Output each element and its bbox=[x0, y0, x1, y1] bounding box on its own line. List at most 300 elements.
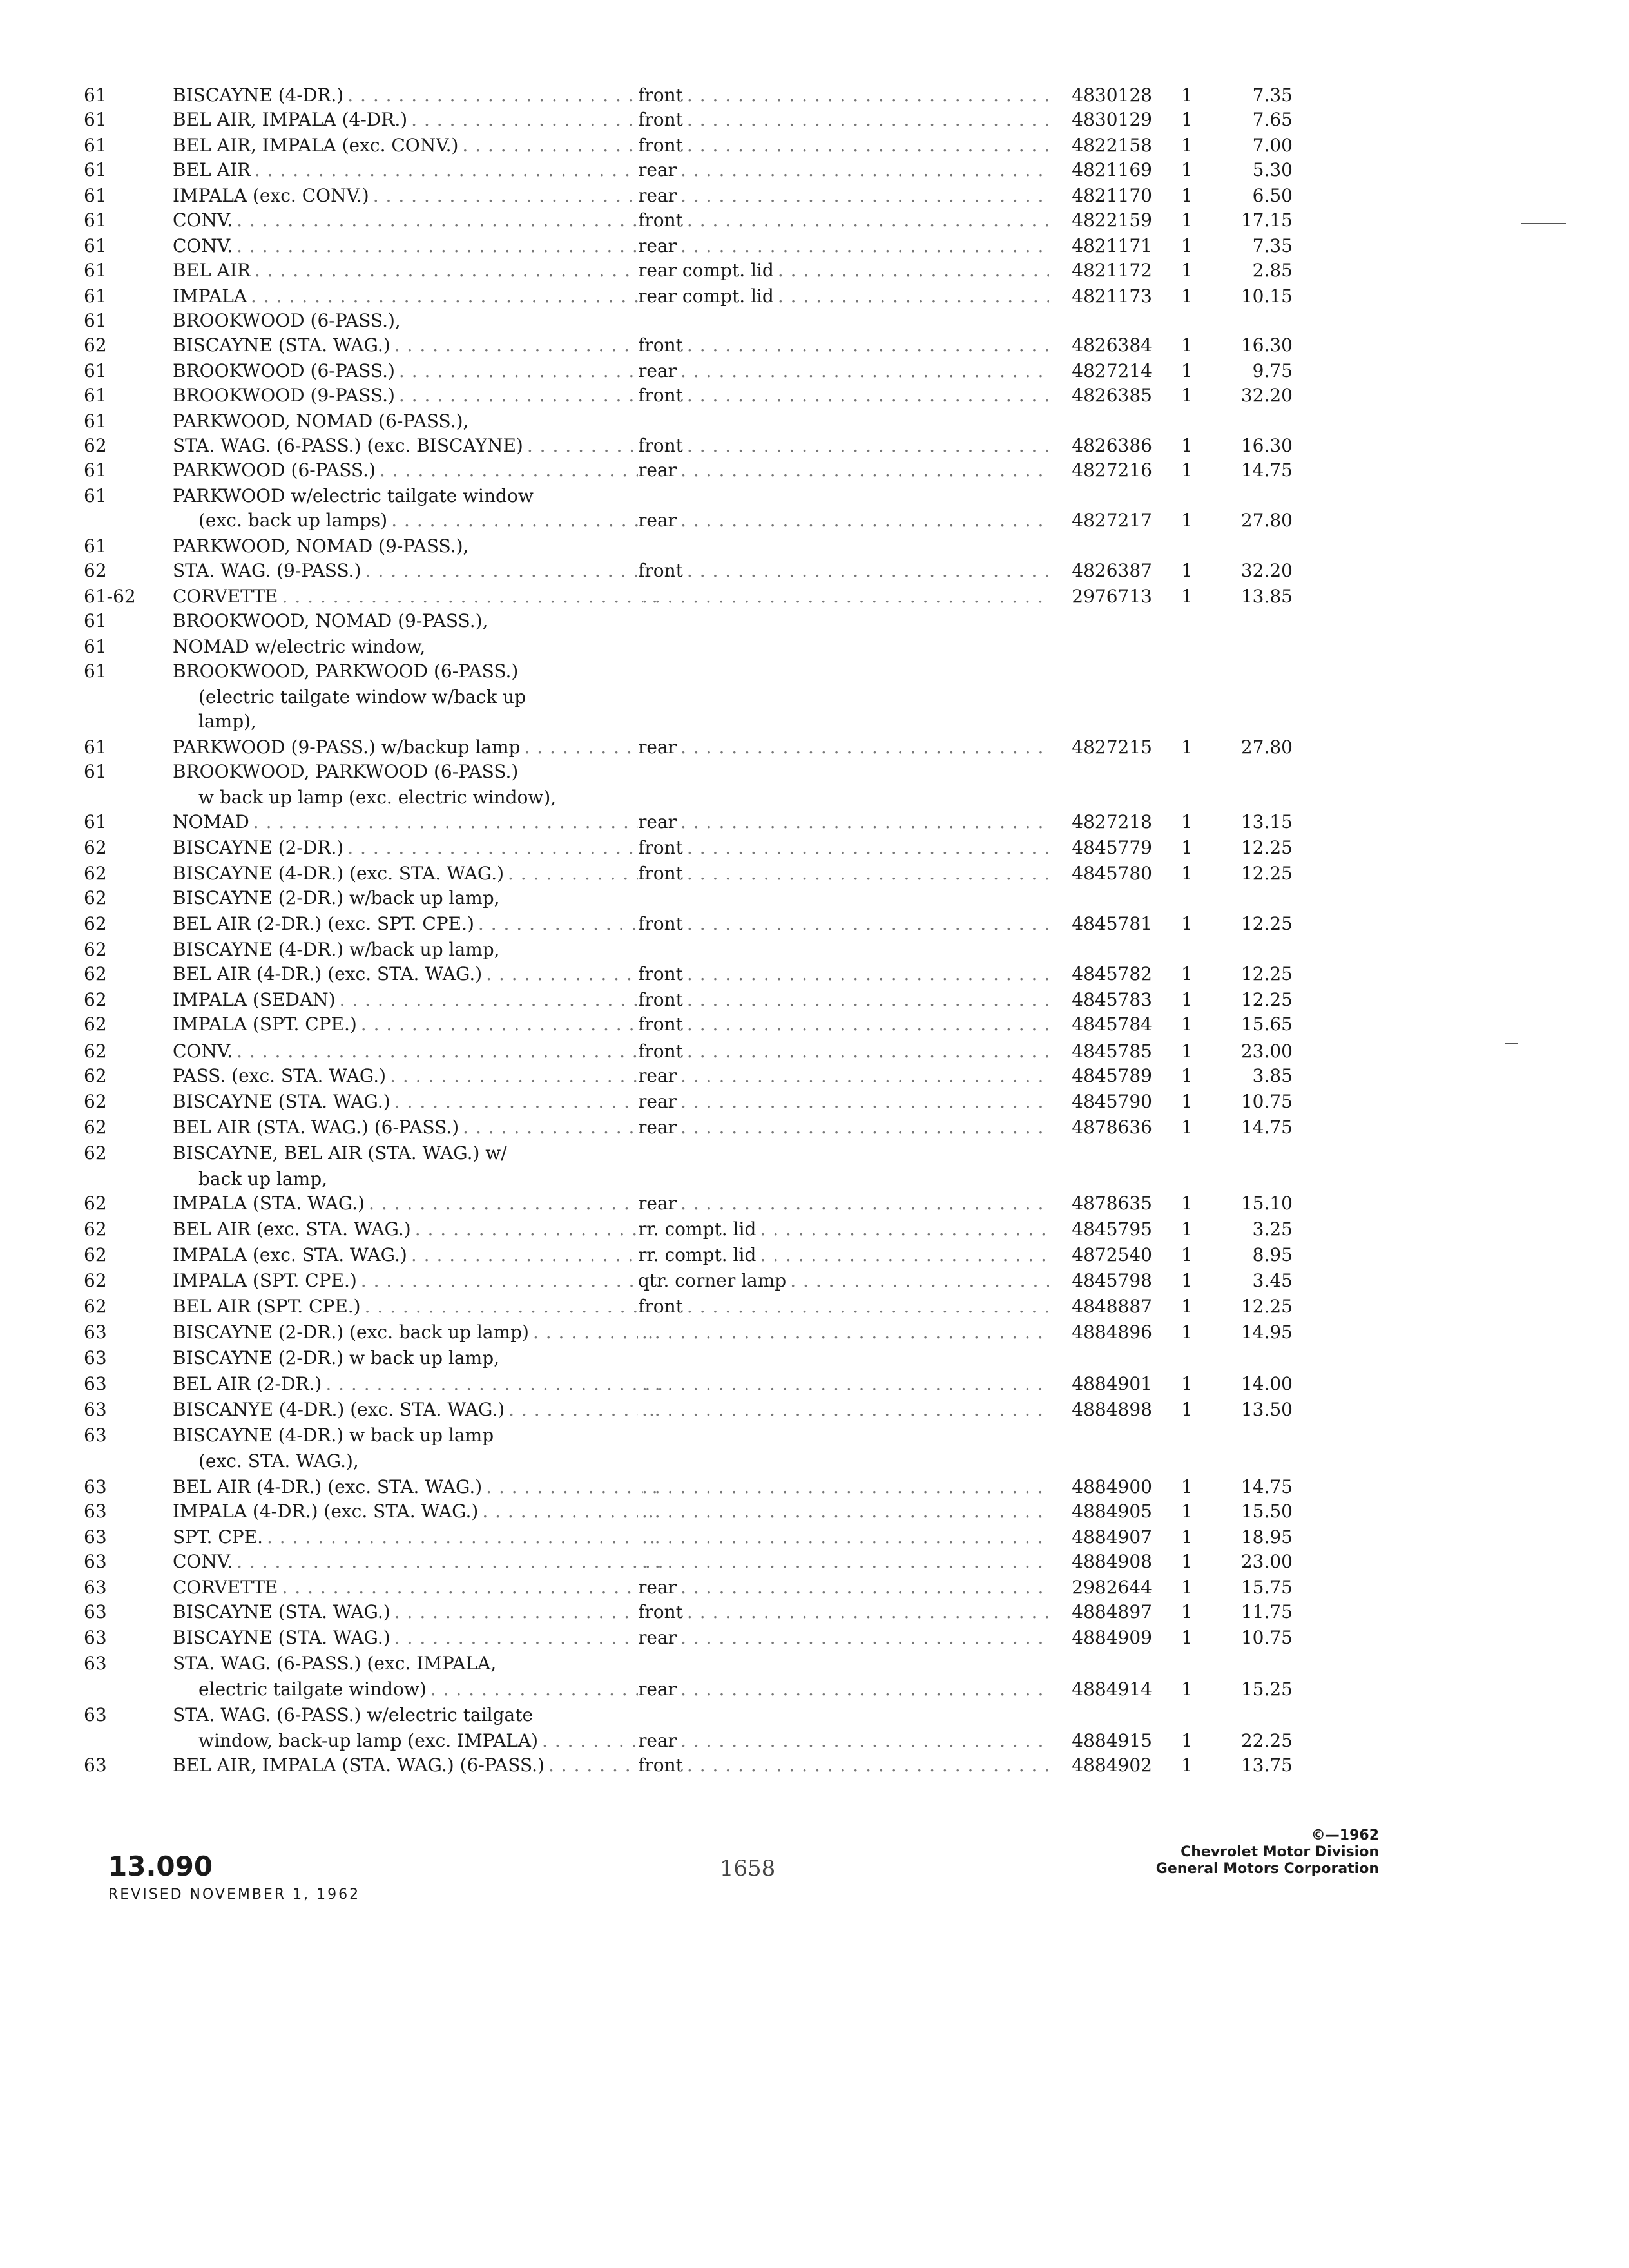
scan-mark-2 bbox=[1505, 1043, 1518, 1044]
position-text: rear bbox=[638, 1117, 680, 1138]
position-text bbox=[638, 660, 642, 682]
quantity: 1 bbox=[1181, 1501, 1193, 1522]
model-description bbox=[173, 1423, 662, 1448]
model-description bbox=[173, 1242, 662, 1268]
model-year: 61 bbox=[84, 761, 107, 782]
lamp-position bbox=[638, 759, 1128, 785]
position-text: front bbox=[638, 135, 687, 156]
catalog-row bbox=[84, 1294, 1308, 1320]
position-text bbox=[638, 1373, 642, 1394]
model-description bbox=[173, 308, 662, 334]
catalog-row bbox=[84, 709, 1308, 735]
model-text: BROOKWOOD, NOMAD (9-PASS.), bbox=[173, 610, 492, 631]
position-text bbox=[638, 1168, 642, 1189]
list-price: 18.95 bbox=[1240, 1526, 1293, 1548]
catalog-row bbox=[84, 1625, 1308, 1651]
model-year: 61 bbox=[84, 811, 107, 832]
catalog-row bbox=[84, 284, 1308, 309]
model-description bbox=[173, 284, 662, 309]
model-text: BISCAYNE (2-DR.) w/back up lamp, bbox=[173, 887, 504, 908]
part-number: 4845798 bbox=[1049, 1268, 1152, 1294]
model-description bbox=[173, 508, 662, 533]
position-text: rr. compt. lid bbox=[638, 1244, 760, 1265]
model-description bbox=[173, 107, 662, 133]
model-description bbox=[173, 1371, 662, 1397]
part-number: 4845780 bbox=[1049, 861, 1152, 887]
list-price: 14.75 bbox=[1240, 1476, 1293, 1497]
model-description bbox=[173, 157, 662, 183]
list-price: 9.75 bbox=[1252, 360, 1293, 381]
lamp-position bbox=[638, 408, 1128, 434]
model-description bbox=[173, 1677, 662, 1702]
catalog-row bbox=[84, 735, 1308, 760]
model-year: 61 bbox=[84, 209, 107, 231]
model-description bbox=[173, 709, 662, 735]
model-year: 63 bbox=[84, 1551, 107, 1572]
model-year: 63 bbox=[84, 1754, 107, 1776]
model-description bbox=[173, 885, 662, 911]
part-number: 4845790 bbox=[1049, 1089, 1152, 1115]
quantity: 1 bbox=[1181, 84, 1193, 106]
model-text: BROOKWOOD, PARKWOOD (6-PASS.) bbox=[173, 761, 522, 782]
part-number: 4872540 bbox=[1049, 1242, 1152, 1268]
model-year: 62 bbox=[84, 1244, 107, 1265]
list-price: 23.00 bbox=[1240, 1551, 1293, 1572]
position-text: qtr. corner lamp bbox=[638, 1270, 790, 1291]
lamp-position bbox=[638, 1140, 1128, 1166]
model-text: BROOKWOOD (9-PASS.) bbox=[173, 385, 399, 406]
quantity: 1 bbox=[1181, 560, 1193, 581]
model-description bbox=[173, 82, 662, 108]
lamp-position bbox=[638, 937, 1128, 963]
model-year: 62 bbox=[84, 989, 107, 1010]
quantity: 1 bbox=[1181, 863, 1193, 884]
model-text: BEL AIR, IMPALA (4-DR.) bbox=[173, 109, 411, 130]
model-year: 63 bbox=[84, 1627, 107, 1648]
catalog-row bbox=[84, 157, 1308, 183]
model-text: NOMAD w/electric window, bbox=[173, 636, 429, 657]
list-price: 14.75 bbox=[1240, 459, 1293, 481]
catalog-row bbox=[84, 809, 1308, 835]
catalog-row bbox=[84, 383, 1308, 408]
model-text: PARKWOOD, NOMAD (9-PASS.), bbox=[173, 535, 472, 557]
model-text: CORVETTE bbox=[173, 586, 282, 607]
position-text: rr. compt. lid bbox=[638, 1218, 760, 1240]
lamp-position bbox=[638, 684, 1128, 710]
model-year: 61 bbox=[84, 185, 107, 206]
lamp-position bbox=[638, 483, 1128, 509]
model-year: 62 bbox=[84, 863, 107, 884]
position-text: front bbox=[638, 435, 687, 456]
catalog-row bbox=[84, 1677, 1308, 1702]
model-description bbox=[173, 809, 662, 835]
quantity: 1 bbox=[1181, 1627, 1193, 1648]
position-text bbox=[638, 1526, 642, 1548]
model-year: 61 bbox=[84, 310, 107, 331]
quantity: 1 bbox=[1181, 360, 1193, 381]
position-text: rear bbox=[638, 811, 680, 832]
model-text: BEL AIR, IMPALA (exc. CONV.) bbox=[173, 135, 462, 156]
list-price: 7.00 bbox=[1252, 135, 1293, 156]
catalog-row bbox=[84, 759, 1308, 785]
part-number: 4884901 bbox=[1049, 1371, 1152, 1397]
model-year: 62 bbox=[84, 560, 107, 581]
position-text: rear bbox=[638, 235, 680, 256]
model-text: BISCAYNE (2-DR.) (exc. back up lamp) bbox=[173, 1321, 533, 1343]
lamp-position bbox=[638, 885, 1128, 911]
model-description bbox=[173, 785, 662, 811]
catalog-row bbox=[84, 961, 1308, 987]
quantity: 1 bbox=[1181, 1754, 1193, 1776]
model-text: BISCAYNE, BEL AIR (STA. WAG.) w/ bbox=[173, 1142, 511, 1164]
part-number: 4830128 bbox=[1049, 82, 1152, 108]
part-number: 4827217 bbox=[1049, 508, 1152, 533]
list-price: 10.75 bbox=[1240, 1627, 1293, 1648]
lamp-position bbox=[638, 1345, 1128, 1371]
model-text: SPT. CPE. bbox=[173, 1526, 267, 1548]
list-price: 15.25 bbox=[1240, 1678, 1293, 1700]
model-year: 62 bbox=[84, 837, 107, 858]
position-text bbox=[638, 1476, 642, 1497]
list-price: 23.00 bbox=[1240, 1041, 1293, 1062]
catalog-row bbox=[84, 1474, 1308, 1500]
list-price: 16.30 bbox=[1240, 435, 1293, 456]
model-year: 62 bbox=[84, 887, 107, 908]
list-price: 12.25 bbox=[1240, 863, 1293, 884]
model-text: BISCAYNE (STA. WAG.) bbox=[173, 334, 394, 356]
position-text: front bbox=[638, 837, 687, 858]
model-description bbox=[173, 408, 662, 434]
catalog-row bbox=[84, 433, 1308, 459]
model-year: 62 bbox=[84, 1218, 107, 1240]
model-description bbox=[173, 987, 662, 1013]
model-text: BEL AIR (exc. STA. WAG.) bbox=[173, 1218, 415, 1240]
position-text: rear bbox=[638, 1193, 680, 1214]
list-price: 15.10 bbox=[1240, 1193, 1293, 1214]
catalog-row bbox=[84, 1140, 1308, 1166]
model-description bbox=[173, 1397, 662, 1423]
catalog-row bbox=[84, 1651, 1308, 1677]
position-text: rear bbox=[638, 159, 680, 180]
position-text: rear bbox=[638, 185, 680, 206]
lamp-position bbox=[638, 533, 1128, 559]
scan-mark-1 bbox=[1521, 223, 1566, 224]
quantity: 1 bbox=[1181, 1577, 1193, 1598]
model-description bbox=[173, 1089, 662, 1115]
model-text: IMPALA (4-DR.) (exc. STA. WAG.) bbox=[173, 1501, 482, 1522]
catalog-row bbox=[84, 1549, 1308, 1575]
model-text: IMPALA (SPT. CPE.) bbox=[173, 1014, 361, 1035]
quantity: 1 bbox=[1181, 459, 1193, 481]
position-text bbox=[638, 1425, 642, 1446]
list-price: 13.75 bbox=[1240, 1754, 1293, 1776]
page-number: 1658 bbox=[719, 1856, 776, 1881]
model-text: BISCAYNE (STA. WAG.) bbox=[173, 1627, 394, 1648]
model-description bbox=[173, 332, 662, 358]
position-text bbox=[638, 711, 642, 732]
model-description bbox=[173, 1166, 662, 1192]
model-text: BEL AIR bbox=[173, 260, 255, 281]
quantity: 1 bbox=[1181, 1399, 1193, 1420]
quantity: 1 bbox=[1181, 1476, 1193, 1497]
list-price: 7.35 bbox=[1252, 84, 1293, 106]
model-year: 63 bbox=[84, 1501, 107, 1522]
corporation-name: General Motors Corporation bbox=[1155, 1861, 1379, 1877]
model-description bbox=[173, 1191, 662, 1216]
catalog-row bbox=[84, 533, 1308, 559]
list-price: 3.45 bbox=[1252, 1270, 1293, 1291]
model-year: 62 bbox=[84, 1091, 107, 1112]
model-description bbox=[173, 1728, 662, 1754]
model-description bbox=[173, 1012, 662, 1037]
model-text: STA. WAG. (6-PASS.) w/electric tailgate bbox=[173, 1704, 537, 1725]
lamp-position bbox=[638, 608, 1128, 634]
list-price: 5.30 bbox=[1252, 159, 1293, 180]
part-number: 4884898 bbox=[1049, 1397, 1152, 1423]
position-text bbox=[638, 1347, 642, 1369]
model-year: 61 bbox=[84, 485, 107, 506]
catalog-row bbox=[84, 584, 1308, 610]
quantity: 1 bbox=[1181, 837, 1193, 858]
catalog-row bbox=[84, 1702, 1308, 1728]
position-text bbox=[638, 1704, 642, 1725]
catalog-row bbox=[84, 332, 1308, 358]
model-text: NOMAD bbox=[173, 811, 253, 832]
catalog-row bbox=[84, 684, 1308, 710]
catalog-row bbox=[84, 1039, 1308, 1064]
quantity: 1 bbox=[1181, 586, 1193, 607]
model-description bbox=[173, 1575, 662, 1600]
part-number: 4878636 bbox=[1049, 1115, 1152, 1140]
model-year: 62 bbox=[84, 913, 107, 934]
model-text: BROOKWOOD, PARKWOOD (6-PASS.) bbox=[173, 660, 522, 682]
position-text bbox=[638, 1450, 642, 1472]
list-price: 12.25 bbox=[1240, 989, 1293, 1010]
catalog-row bbox=[84, 483, 1308, 509]
quantity: 1 bbox=[1181, 185, 1193, 206]
lamp-position bbox=[638, 785, 1128, 811]
position-text bbox=[638, 939, 642, 960]
catalog-row bbox=[84, 1499, 1308, 1524]
quantity: 1 bbox=[1181, 1091, 1193, 1112]
quantity: 1 bbox=[1181, 913, 1193, 934]
list-price: 6.50 bbox=[1252, 185, 1293, 206]
position-text bbox=[638, 636, 642, 657]
part-number: 4884900 bbox=[1049, 1474, 1152, 1500]
position-text: front bbox=[638, 1754, 687, 1776]
model-year: 61-62 bbox=[84, 586, 136, 607]
model-year: 63 bbox=[84, 1399, 107, 1420]
part-number: 4848887 bbox=[1049, 1294, 1152, 1320]
part-number: 4884907 bbox=[1049, 1524, 1152, 1550]
model-year: 62 bbox=[84, 435, 107, 456]
model-text: BROOKWOOD (6-PASS.), bbox=[173, 310, 405, 331]
quantity: 1 bbox=[1181, 510, 1193, 531]
quantity: 1 bbox=[1181, 435, 1193, 456]
model-text: w back up lamp (exc. electric window), bbox=[198, 787, 560, 808]
model-text: BISCAYNE (4-DR.) w back up lamp bbox=[173, 1425, 497, 1446]
quantity: 1 bbox=[1181, 1296, 1193, 1317]
model-description bbox=[173, 558, 662, 584]
model-description bbox=[173, 961, 662, 987]
model-text: electric tailgate window) bbox=[198, 1678, 430, 1700]
model-text: lamp), bbox=[198, 711, 260, 732]
catalog-row bbox=[84, 911, 1308, 937]
quantity: 1 bbox=[1181, 285, 1193, 307]
list-price: 14.75 bbox=[1240, 1117, 1293, 1138]
list-price: 15.50 bbox=[1240, 1501, 1293, 1522]
catalog-row bbox=[84, 183, 1308, 209]
model-text: BISCAYNE (STA. WAG.) bbox=[173, 1091, 394, 1112]
position-text bbox=[638, 1551, 642, 1572]
part-number: 4821170 bbox=[1049, 183, 1152, 209]
position-text: front bbox=[638, 1014, 687, 1035]
model-description bbox=[173, 133, 662, 159]
model-year: 62 bbox=[84, 1041, 107, 1062]
lamp-position bbox=[638, 709, 1128, 735]
catalog-row bbox=[84, 1575, 1308, 1600]
list-price: 15.75 bbox=[1240, 1577, 1293, 1598]
catalog-row bbox=[84, 1423, 1308, 1448]
quantity: 1 bbox=[1181, 1244, 1193, 1265]
quantity: 1 bbox=[1181, 1730, 1193, 1751]
part-number: 4845789 bbox=[1049, 1063, 1152, 1089]
quantity: 1 bbox=[1181, 1014, 1193, 1035]
list-price: 32.20 bbox=[1240, 560, 1293, 581]
model-year: 61 bbox=[84, 84, 107, 106]
revision-date: REVISED NOVEMBER 1, 1962 bbox=[108, 1887, 361, 1903]
model-description bbox=[173, 383, 662, 408]
model-text: IMPALA (STA. WAG.) bbox=[173, 1193, 369, 1214]
model-text: STA. WAG. (6-PASS.) (exc. IMPALA, bbox=[173, 1653, 500, 1674]
part-number: 4884897 bbox=[1049, 1599, 1152, 1625]
catalog-row bbox=[84, 785, 1308, 811]
quantity: 1 bbox=[1181, 1041, 1193, 1062]
quantity: 1 bbox=[1181, 736, 1193, 758]
catalog-row bbox=[84, 233, 1308, 259]
catalog-row bbox=[84, 1320, 1308, 1345]
model-description bbox=[173, 634, 662, 660]
catalog-row bbox=[84, 861, 1308, 887]
model-year: 62 bbox=[84, 963, 107, 985]
model-year: 63 bbox=[84, 1577, 107, 1598]
model-text: back up lamp, bbox=[198, 1168, 331, 1189]
position-text: rear bbox=[638, 1091, 680, 1112]
model-text: BEL AIR (2-DR.) (exc. SPT. CPE.) bbox=[173, 913, 478, 934]
model-description bbox=[173, 183, 662, 209]
position-text: front bbox=[638, 989, 687, 1010]
model-text: BISCAYNE (4-DR.) w/back up lamp, bbox=[173, 939, 504, 960]
model-text: IMPALA bbox=[173, 285, 251, 307]
model-text: (exc. STA. WAG.), bbox=[198, 1450, 363, 1472]
catalog-row bbox=[84, 358, 1308, 384]
catalog-row bbox=[84, 885, 1308, 911]
catalog-row bbox=[84, 207, 1308, 233]
model-year: 63 bbox=[84, 1653, 107, 1674]
position-text: rear bbox=[638, 1627, 680, 1648]
model-year: 61 bbox=[84, 610, 107, 631]
catalog-row bbox=[84, 987, 1308, 1013]
part-number: 4827216 bbox=[1049, 457, 1152, 483]
model-description bbox=[173, 1063, 662, 1089]
model-year: 62 bbox=[84, 1270, 107, 1291]
model-text: BEL AIR (4-DR.) (exc. STA. WAG.) bbox=[173, 963, 486, 985]
position-text bbox=[638, 610, 642, 631]
part-number: 4845779 bbox=[1049, 835, 1152, 861]
model-year: 62 bbox=[84, 939, 107, 960]
part-number: 2982644 bbox=[1049, 1575, 1152, 1600]
position-text bbox=[638, 787, 642, 808]
model-year: 63 bbox=[84, 1476, 107, 1497]
quantity: 1 bbox=[1181, 1065, 1193, 1086]
catalog-row bbox=[84, 1345, 1308, 1371]
model-description bbox=[173, 1651, 662, 1677]
model-text: BISCAYNE (STA. WAG.) bbox=[173, 1601, 394, 1622]
part-number: 4884914 bbox=[1049, 1677, 1152, 1702]
part-number: 4884905 bbox=[1049, 1499, 1152, 1524]
part-number: 4826386 bbox=[1049, 433, 1152, 459]
position-text bbox=[638, 1399, 642, 1420]
part-number: 4878635 bbox=[1049, 1191, 1152, 1216]
model-description bbox=[173, 457, 662, 483]
model-description bbox=[173, 233, 662, 259]
quantity: 1 bbox=[1181, 334, 1193, 356]
list-price: 3.25 bbox=[1252, 1218, 1293, 1240]
part-number: 4821173 bbox=[1049, 284, 1152, 309]
model-text: CONV. bbox=[173, 235, 236, 256]
model-description bbox=[173, 608, 662, 634]
part-number: 4826385 bbox=[1049, 383, 1152, 408]
catalog-row bbox=[84, 308, 1308, 334]
model-text: BROOKWOOD (6-PASS.) bbox=[173, 360, 399, 381]
lamp-position bbox=[638, 1702, 1128, 1728]
list-price: 13.50 bbox=[1240, 1399, 1293, 1420]
model-text: PARKWOOD, NOMAD (6-PASS.), bbox=[173, 410, 472, 432]
part-number: 4845784 bbox=[1049, 1012, 1152, 1037]
position-text bbox=[638, 535, 642, 557]
model-text: window, back-up lamp (exc. IMPALA) bbox=[198, 1730, 542, 1751]
model-text: BEL AIR (STA. WAG.) (6-PASS.) bbox=[173, 1117, 463, 1138]
position-text bbox=[638, 310, 642, 331]
quantity: 1 bbox=[1181, 1218, 1193, 1240]
catalog-row bbox=[84, 1448, 1308, 1474]
model-description bbox=[173, 1474, 662, 1500]
list-price: 22.25 bbox=[1240, 1730, 1293, 1751]
catalog-row bbox=[84, 835, 1308, 861]
position-text: rear bbox=[638, 1730, 680, 1751]
model-text: STA. WAG. (6-PASS.) (exc. BISCAYNE) bbox=[173, 435, 527, 456]
model-year: 62 bbox=[84, 1193, 107, 1214]
model-year: 61 bbox=[84, 235, 107, 256]
catalog-row bbox=[84, 258, 1308, 284]
catalog-row bbox=[84, 1242, 1308, 1268]
quantity: 1 bbox=[1181, 811, 1193, 832]
catalog-row bbox=[84, 508, 1308, 533]
model-year: 62 bbox=[84, 1117, 107, 1138]
list-price: 15.65 bbox=[1240, 1014, 1293, 1035]
model-year: 61 bbox=[84, 109, 107, 130]
position-text: rear bbox=[638, 1577, 680, 1598]
model-text: BEL AIR (SPT. CPE.) bbox=[173, 1296, 365, 1317]
list-price: 11.75 bbox=[1240, 1601, 1293, 1622]
list-price: 14.00 bbox=[1240, 1373, 1293, 1394]
position-text bbox=[638, 485, 642, 506]
position-text: rear bbox=[638, 459, 680, 481]
model-description bbox=[173, 1345, 662, 1371]
copyright: ©—1962 bbox=[1311, 1827, 1379, 1843]
model-description bbox=[173, 911, 662, 937]
part-number: 4827218 bbox=[1049, 809, 1152, 835]
